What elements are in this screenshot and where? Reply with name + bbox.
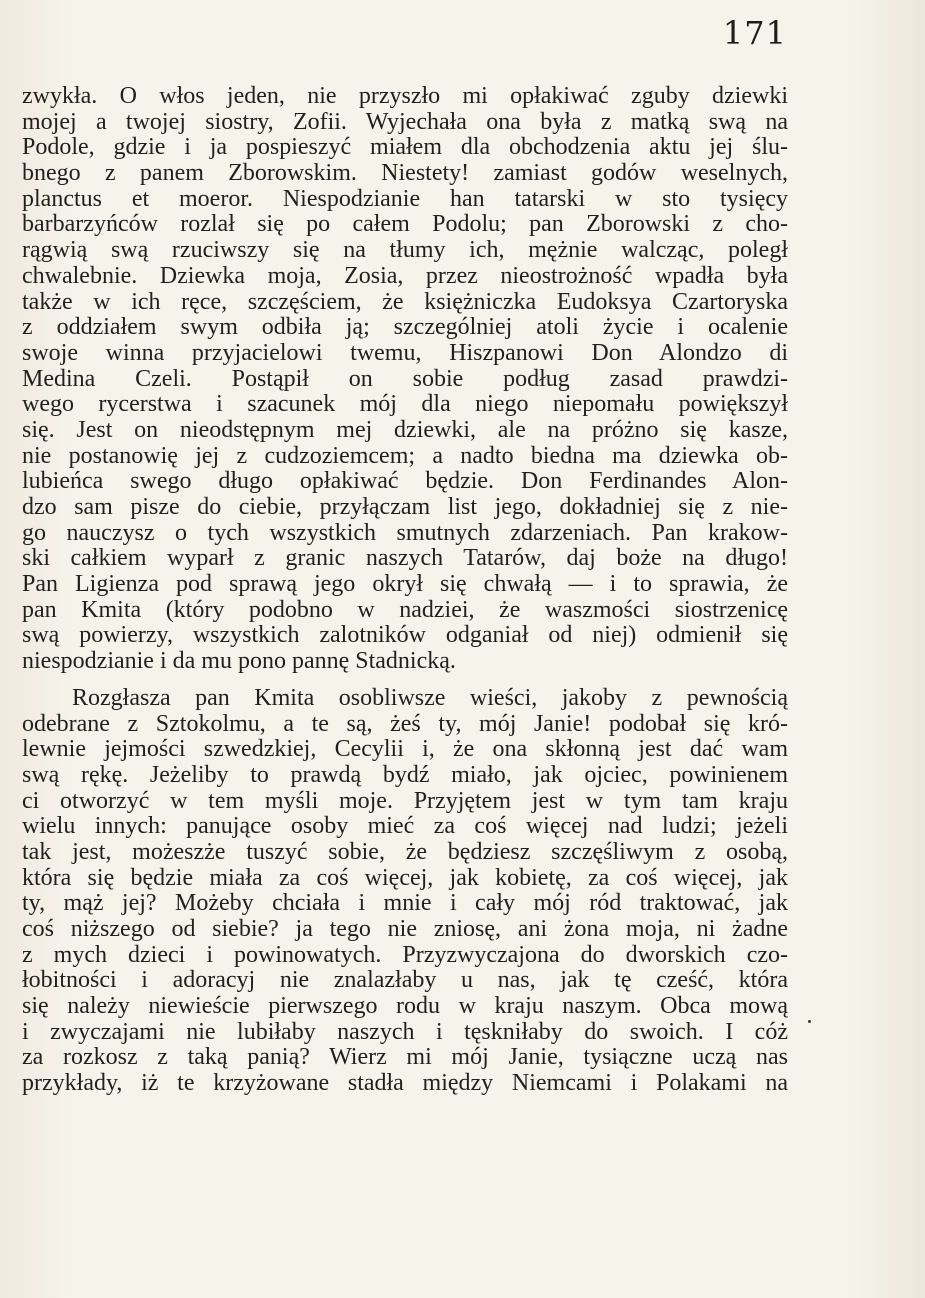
text-line: dzo sam pisze do ciebie, przyłączam list jego, dokładniej się z nie-: [22, 495, 788, 520]
text-line: mojej a twojej siostry, Zofii. Wyjechała ona była z matką swą na: [22, 109, 788, 135]
paragraph-gap: [22, 675, 788, 686]
text-line: łobitności i adoracyj nie znalazłaby u nas, jak tę cześć, która: [22, 968, 788, 994]
text-line: Podole, gdzie i ja pospieszyć miałem dla obchodzenia aktu jej ślu-: [22, 135, 788, 161]
text-line: rągwią swą rzuciwszy się na tłumy ich, mężnie walcząc, poległ: [22, 238, 788, 264]
body-text: [22, 84, 788, 1097]
text-line: wego rycerstwa i szacunek mój dla niego niepomału powiększył: [22, 392, 788, 418]
text-line: wielu innych: panujące osoby mieć za coś więcej nad ludzi; jeżeli: [22, 814, 788, 840]
text-line: bnego z panem Zborowskim. Niestety! zamiast godów weselnych,: [22, 161, 788, 187]
text-line: Rozgłasza pan Kmita osobliwsze wieści, jakoby z pewnością: [72, 685, 788, 711]
text-line: swą rękę. Jeżeliby to prawdą bydź miało, jak ojciec, powinienem: [22, 762, 788, 788]
text-line: barbarzyńców rozlał się po całem Podolu; pan Zborowski z cho-: [22, 212, 788, 238]
text-line: ski całkiem wyparł z granic naszych Tatarów, daj boże na długo!: [22, 546, 788, 572]
text-line: go nauczysz o tych wszystkich smutnych zdarzeniach. Pan krakow-: [22, 520, 788, 546]
text-line: się należy niewieście pierwszego rodu w kraju naszym. Obca mową: [22, 994, 788, 1020]
text-line: coś niższego od siebie? ja tego nie zniosę, ani żona moja, ni żadne: [22, 917, 788, 942]
text-line: ci otworzyć w tem myśli moje. Przyjętem jest w tym tam kraju: [22, 788, 788, 814]
text-line: odebrane z Sztokolmu, a te są, żeś ty, mój Janie! podobał się kró-: [22, 711, 788, 737]
paragraph-2: [22, 686, 788, 1097]
text-line: lewnie jejmości szwedzkiej, Cecylii i, że ona skłonną jest dać wam: [22, 737, 788, 763]
ink-speck: [808, 1020, 811, 1023]
text-line: Pan Ligienza pod sprawą jego okrył się chwałą — i to sprawia, że: [22, 572, 788, 598]
text-line: niespodzianie i da mu pono pannę Stadnicką.: [22, 649, 456, 675]
text-line: lubieńca swego długo opłakiwać będzie. Don Ferdinandes Alon-: [22, 469, 788, 495]
page-number: 171: [722, 14, 787, 52]
text-line: za rozkosz z taką panią? Wierz mi mój Janie, tysiączne uczą nas: [22, 1045, 788, 1071]
text-line: planctus et moeror. Niespodzianie han tatarski w sto tysięcy: [22, 186, 788, 212]
text-line: Medina Czeli. Postąpił on sobie podług zasad prawdzi-: [22, 366, 788, 392]
text-line: z oddziałem swym odbiła ją; szczególniej atoli życie i ocalenie: [22, 315, 788, 341]
text-line: zwykła. O włos jeden, nie przyszło mi opłakiwać zguby dziewki: [22, 84, 788, 109]
text-line: swą powierzy, wszystkich zalotników odganiał od niej) odmienił się: [22, 623, 788, 649]
text-line: się. Jest on nieodstępnym mej dziewki, ale na próżno się kasze,: [22, 417, 788, 443]
paragraph-1: [22, 84, 788, 675]
text-line: która się będzie miała za coś więcej, jak kobietę, za coś więcej, jak: [22, 865, 788, 891]
text-line: z mych dzieci i powinowatych. Przyzwyczajona do dworskich czo-: [22, 942, 788, 968]
text-line: i zwyczajami nie lubiłaby naszych i tęskniłaby do swoich. I cóż: [22, 1019, 788, 1045]
text-line: nie postanowię jej z cudzoziemcem; a nadto biedna ma dziewka ob-: [22, 443, 788, 469]
text-line: swoje winna przyjacielowi twemu, Hiszpanowi Don Alondzo di: [22, 340, 788, 366]
text-line: ty, mąż jej? Możeby chciała i mnie i cały mój ród traktować, jak: [22, 891, 788, 917]
text-line: przykłady, iż te krzyżowane stadła między Niemcami i Polakami na: [22, 1071, 788, 1097]
text-line: chwalebnie. Dziewka moja, Zosia, przez nieostrożność wpadła była: [22, 263, 788, 289]
text-line: tak jest, możeszże tuszyć sobie, że będziesz szczęśliwym z osobą,: [22, 839, 788, 865]
text-line: pan Kmita (który podobno w nadziei, że waszmości siostrzenicę: [22, 597, 788, 623]
text-line: także w ich ręce, szczęściem, że księżniczka Eudoksya Czartoryska: [22, 289, 788, 315]
